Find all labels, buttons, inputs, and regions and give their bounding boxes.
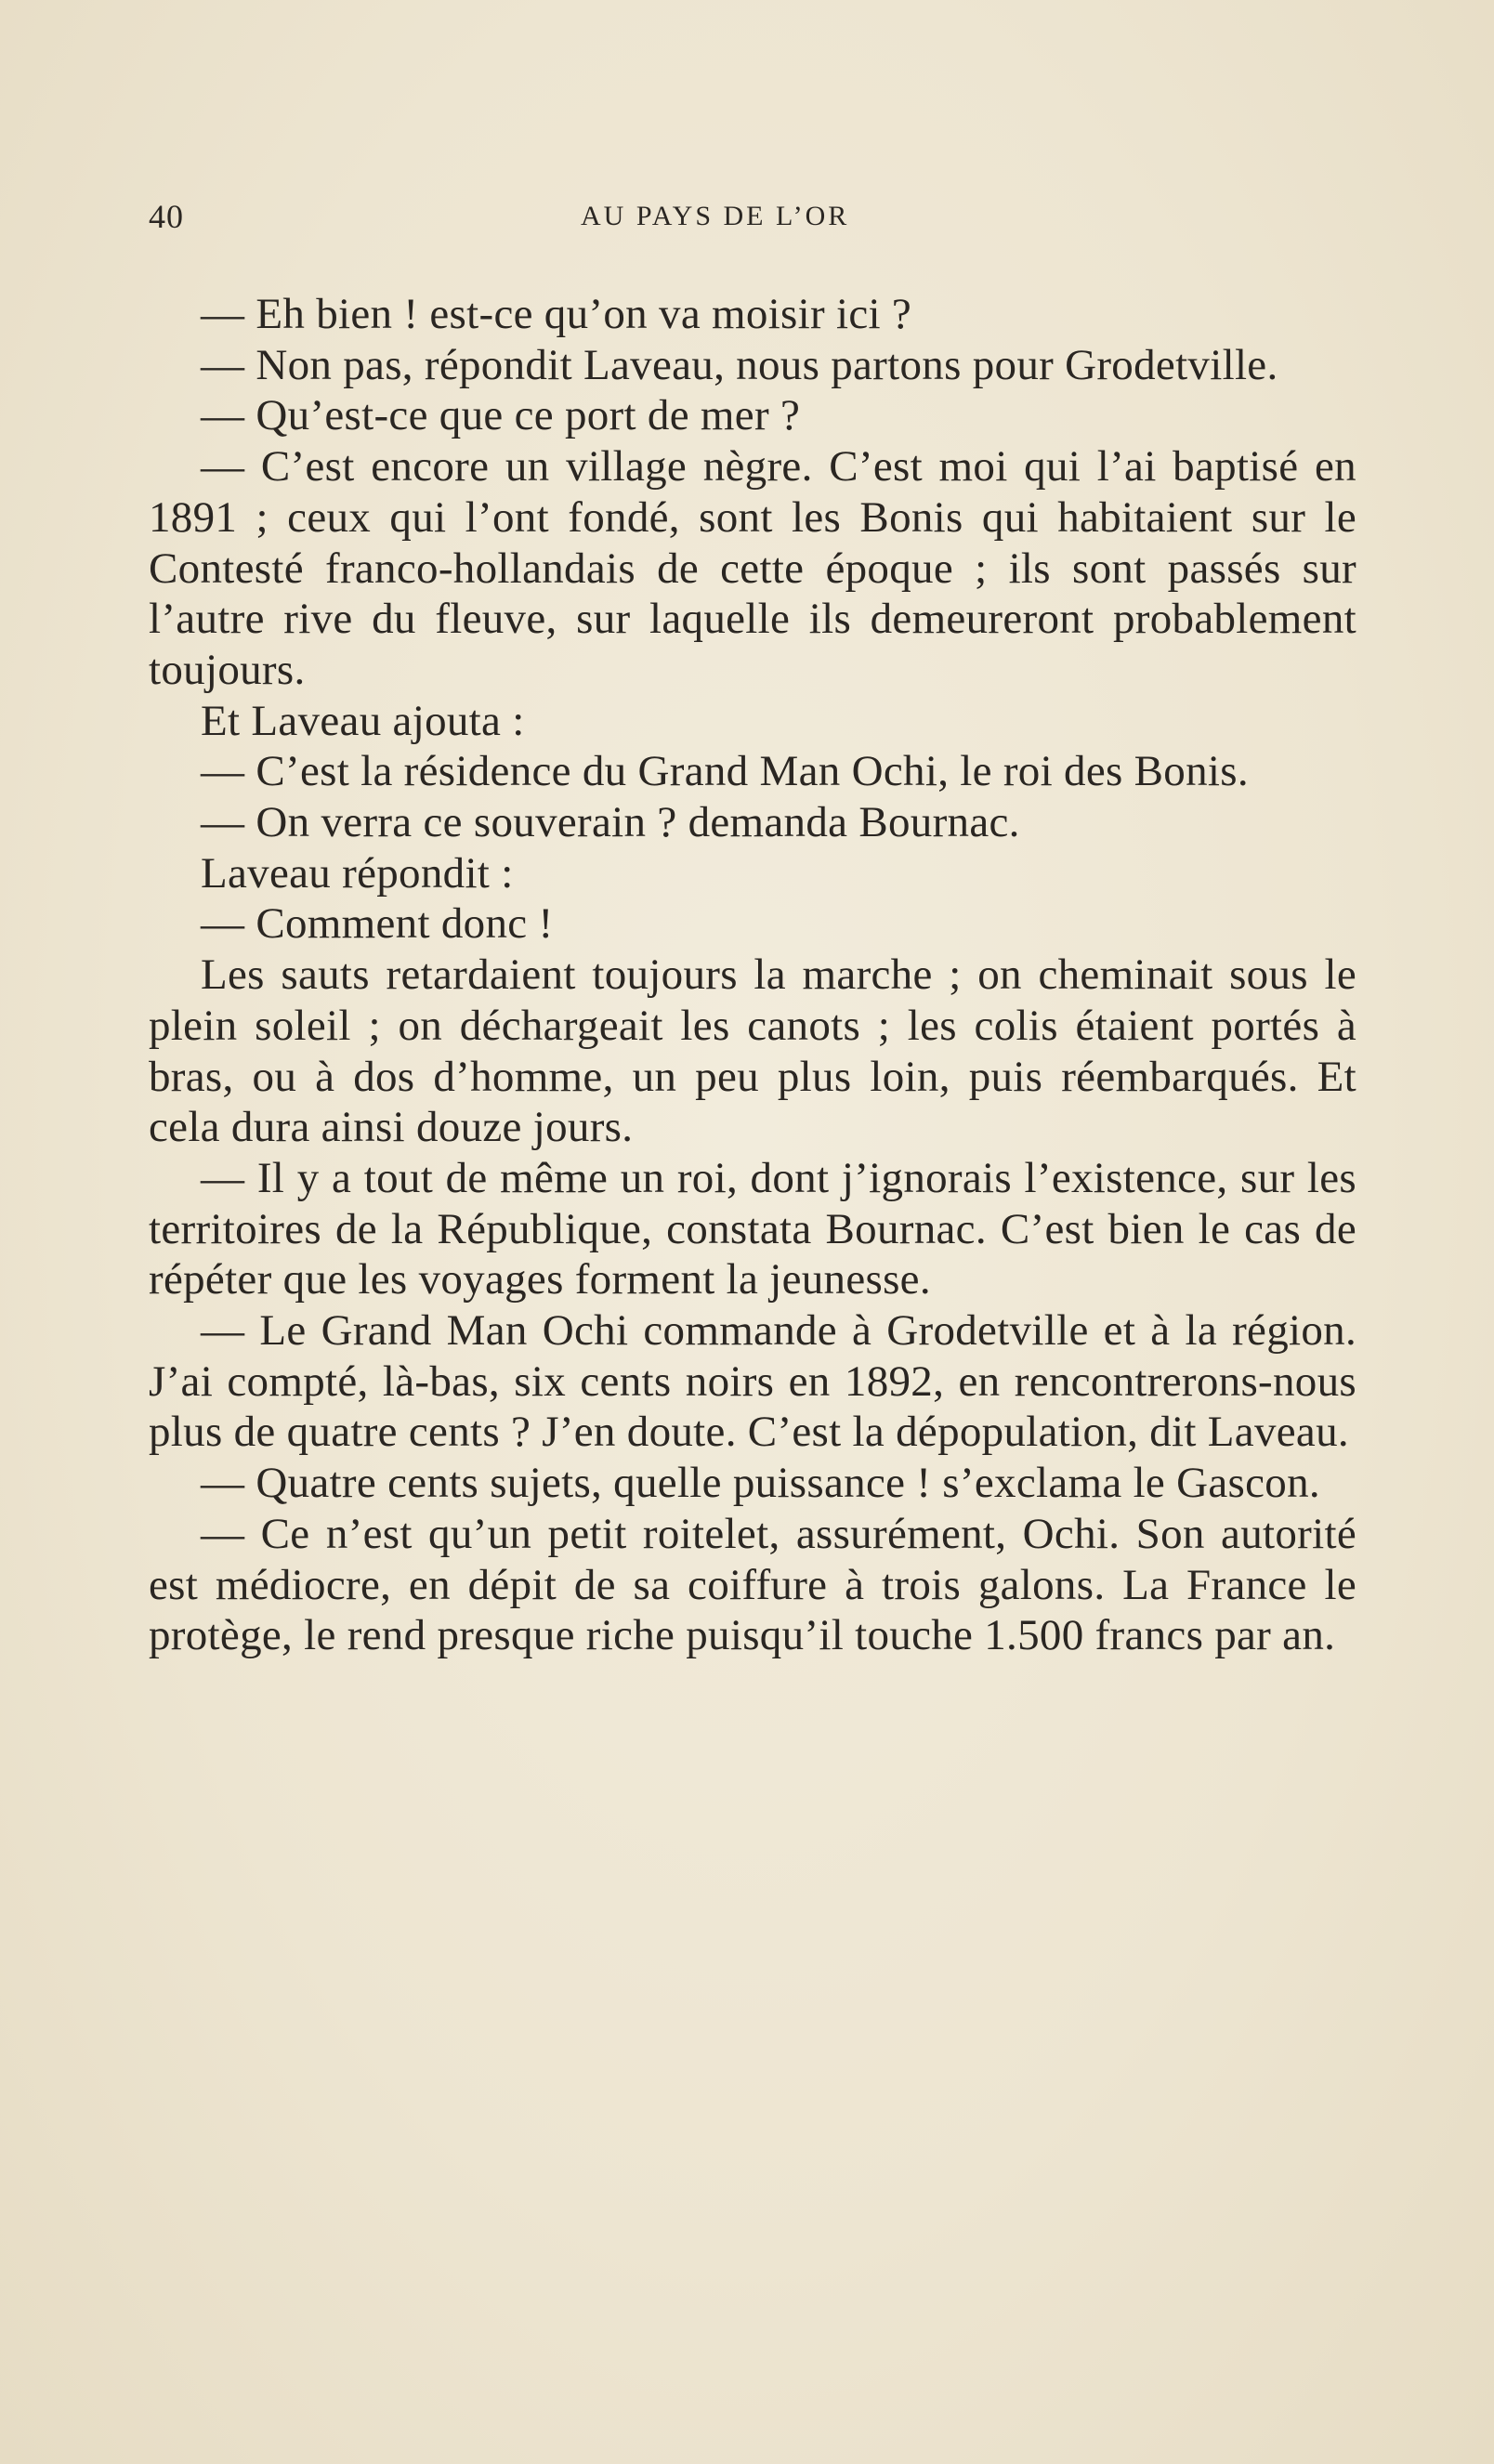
paragraph: Les sauts retardaient toujours la marche ; on cheminait sous le plein soleil ; on déchargeait les canots ; les colis étaient portés à bras, ou à dos d’homme, un peu plus loin, puis réembarqués. Et cela dura ainsi douze jours. [149, 950, 1356, 1152]
paragraph: — Comment donc ! [201, 899, 554, 949]
paragraph: — Quatre cents sujets, quelle puissance ! s’exclama le Gascon. [201, 1459, 1320, 1508]
paragraph: — Non pas, répondit Laveau, nous partons pour Grodetville. [201, 340, 1278, 389]
paragraph: — Ce n’est qu’un petit roitelet, assurément, Ochi. Son autorité est médiocre, en dépit de sa coiffure à trois galons. La France le protège, le rend presque riche puisqu’il touche 1.500 francs par an. [149, 1509, 1356, 1660]
paragraph: — Eh bien ! est-ce qu’on va moisir ici ? [201, 290, 912, 338]
paragraph: — C’est encore un village nègre. C’est moi qui l’ai baptisé en 1891 ; ceux qui l’ont fondé, sont les Bonis qui habitaient sur le Contesté franco-hollandais de cette époque ; ils sont passés sur l’autre rive du fleuve, sur laquelle ils demeureront probablement toujours. [149, 442, 1356, 694]
paragraph: — On verra ce souverain ? demanda Bournac. [201, 798, 1020, 847]
paragraph: Et Laveau ajouta : [201, 696, 525, 745]
paragraph: — C’est la résidence du Grand Man Ochi, le roi des Bonis. [201, 747, 1249, 796]
paragraph: — Il y a tout de même un roi, dont j’ignorais l’existence, sur les territoires de la République, constata Bournac. C’est bien le cas de répéter que les voyages forment la jeunesse. [149, 1153, 1356, 1304]
body-text [149, 289, 1356, 1661]
paragraph: Laveau répondit : [201, 848, 514, 898]
paragraph: — Le Grand Man Ochi commande à Grodetville et à la région. J’ai compté, là-bas, six cents noirs en 1892, en rencontrerons-nous plus de quatre cents ? J’en doute. C’est la dépopulation, dit Laveau. [149, 1306, 1356, 1457]
paragraph: — Qu’est-ce que ce port de mer ? [201, 391, 801, 440]
running-head [149, 197, 1347, 243]
running-title: AU PAYS DE L’OR [581, 201, 850, 231]
page-number: 40 [149, 198, 184, 235]
